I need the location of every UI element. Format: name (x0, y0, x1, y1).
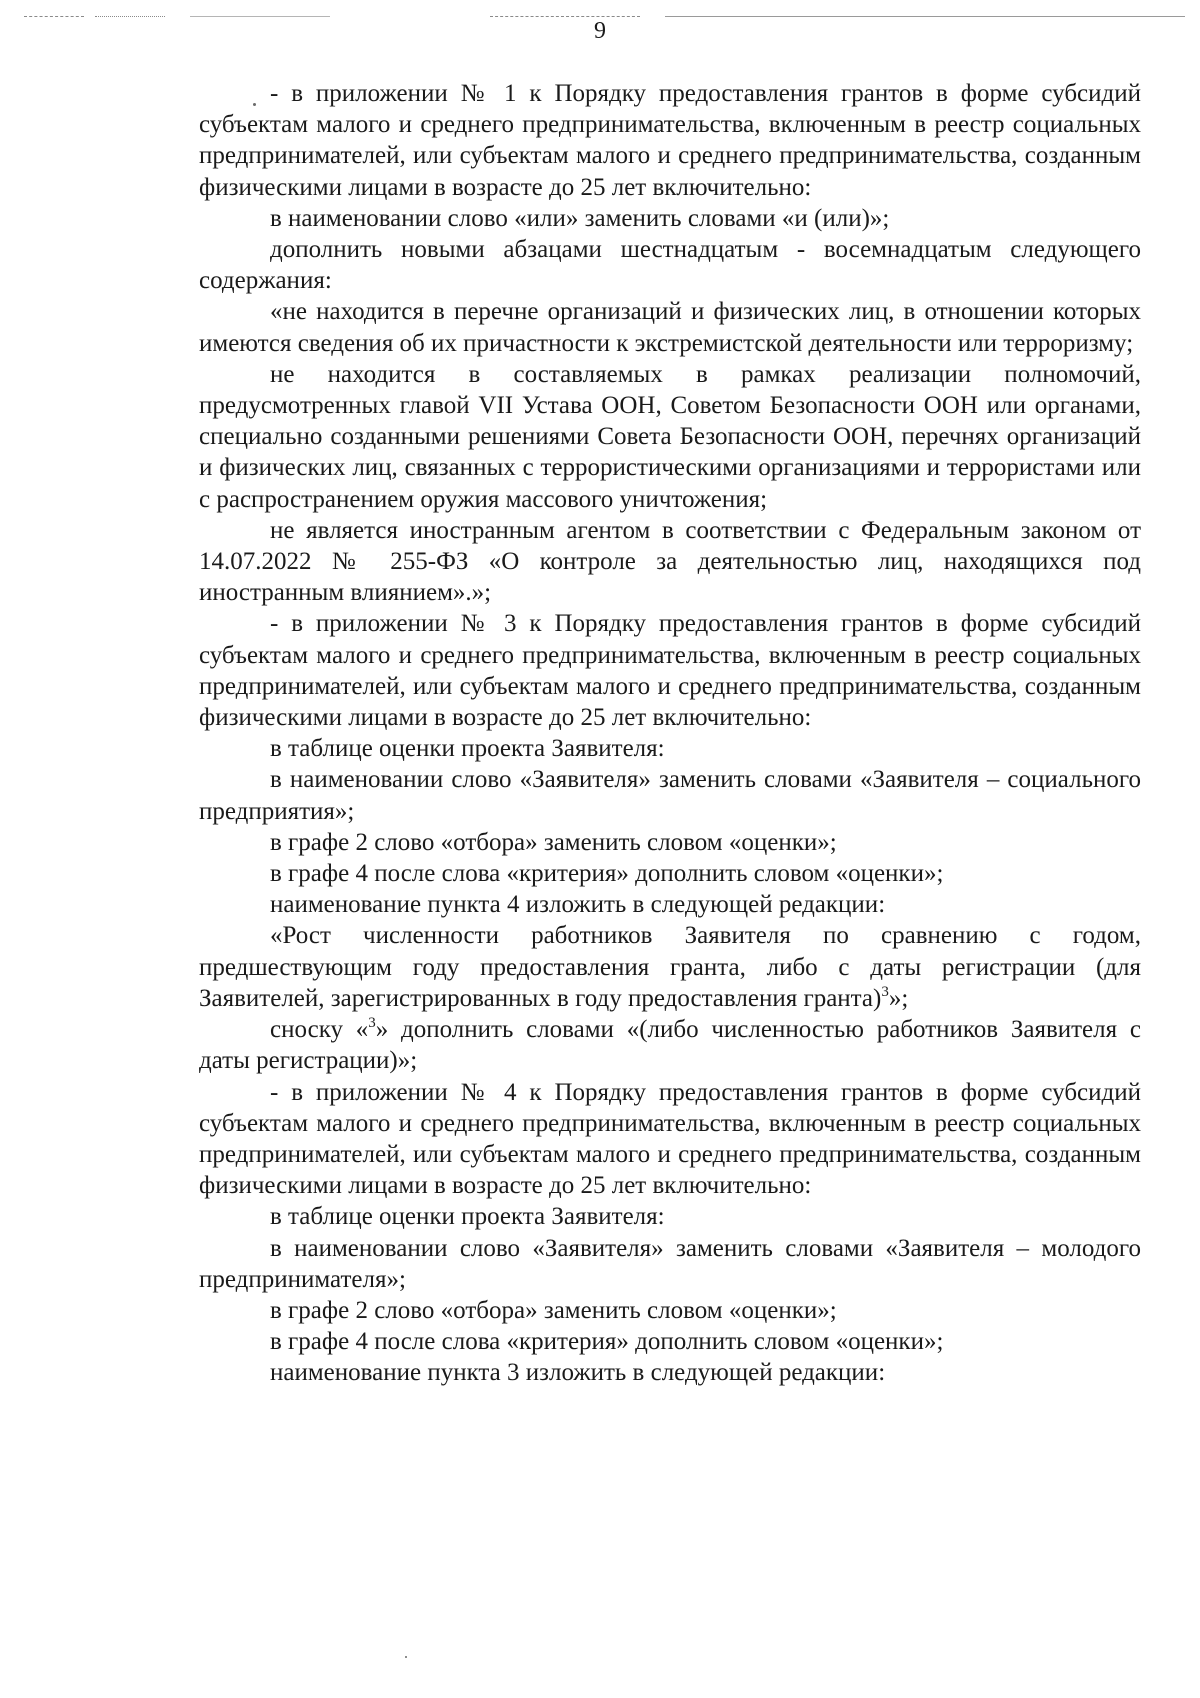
paragraph-employee-growth (199, 920, 1141, 1014)
employee-growth-tail: »; (888, 984, 909, 1012)
footnote-after: » дополнить словами «(либо численностью работников Заявителя с даты регистрации)»; (199, 1016, 1141, 1075)
paragraph-evaluation-table: в таблице оценки проекта Заявителя: (270, 735, 665, 763)
page-number: 9 (594, 18, 606, 44)
paragraph-un-lists: не находится в составляемых в рамках реализации полномочий, предусмотренных главой VII Устава ООН, Советом Безопасности ООН или органами, специально созданными решениями Совета Безопасности ООН, перечнях организаций и физических лиц, связанных с террористическими организациями и террористами или с распространением оружия массового уничтожения; (199, 360, 1141, 513)
scan-edge-mark (95, 16, 165, 17)
document-body (199, 78, 1141, 1389)
paragraph-column-4: в графе 4 после слова «критерия» дополнить словом «оценки»; (270, 860, 944, 888)
footnote-before: сноску « (270, 1016, 369, 1044)
paragraph-item-3-title: наименование пункта 3 изложить в следующей редакции: (270, 1359, 886, 1387)
paragraph-foreign-agent: не является иностранным агентом в соответствии с Федеральным законом от 14.07.2022 № 255-ФЗ «О контроле за деятельностью лиц, находящихся под иностранным влиянием».»; (199, 516, 1141, 607)
scan-edge-mark (190, 16, 330, 17)
paragraph-column-4-second: в графе 4 после слова «критерия» дополнить словом «оценки»; (270, 1328, 944, 1356)
scan-edge-mark (24, 16, 84, 17)
paragraph-extremism: «не находится в перечне организаций и физических лиц, в отношении которых имеются сведения об их причастности к экстремистской деятельности или терроризму; (199, 298, 1141, 357)
paragraph-title-social-enterprise: в наименовании слово «Заявителя» заменить словами «Заявителя – социального предприятия»; (199, 766, 1141, 825)
paragraph-item-4-title: наименование пункта 4 изложить в следующей редакции: (270, 891, 886, 919)
paragraph-footnote-3 (199, 1014, 1141, 1076)
paragraph-column-2-second: в графе 2 слово «отбора» заменить словом «оценки»; (270, 1296, 837, 1324)
paragraph-annex-3: - в приложении № 3 к Порядку предоставления грантов в форме субсидий субъектам малого и среднего предпринимательства, включенным в реестр социальных предпринимателей, или субъектам малого и среднего предпринимательства, созданным физическими лицами в возрасте до 25 лет включительно: (199, 610, 1141, 732)
paragraph-evaluation-table-2: в таблице оценки проекта Заявителя: (270, 1203, 665, 1231)
paragraph-column-2: в графе 2 слово «отбора» заменить словом «оценки»; (270, 828, 837, 856)
scan-speck (405, 1656, 407, 1658)
scan-edge-mark (490, 16, 640, 17)
footnote-marker: 3 (368, 1015, 376, 1032)
paragraph-annex-1: - в приложении № 1 к Порядку предоставления грантов в форме субсидий субъектам малого и среднего предпринимательства, включенным в реестр социальных предпринимателей, или субъектам малого и среднего предпринимательства, созданным физическими лицами в возрасте до 25 лет включительно: (199, 80, 1141, 201)
paragraph-title-young-entrepreneur: в наименовании слово «Заявителя» заменить словами «Заявителя – молодого предпринимателя»; (199, 1234, 1141, 1293)
paragraph-title-change: в наименовании слово «или» заменить словами «и (или)»; (270, 204, 890, 232)
footnote-marker: 3 (881, 983, 889, 1000)
paragraph-add-paragraphs: дополнить новыми абзацами шестнадцатым - восемнадцатым следующего содержания: (199, 236, 1141, 295)
employee-growth-text: «Рост численности работников Заявителя по сравнению с годом, предшествующим году предоставления гранта, либо с даты регистрации (для Заявителей, зарегистрированных в году предоставления гранта) (199, 922, 1141, 1012)
paragraph-annex-4: - в приложении № 4 к Порядку предоставления грантов в форме субсидий субъектам малого и среднего предпринимательства, включенным в реестр социальных предпринимателей, или субъектам малого и среднего предпринимательства, созданным физическими лицами в возрасте до 25 лет включительно: (199, 1078, 1141, 1200)
scan-edge-mark (665, 16, 1185, 17)
